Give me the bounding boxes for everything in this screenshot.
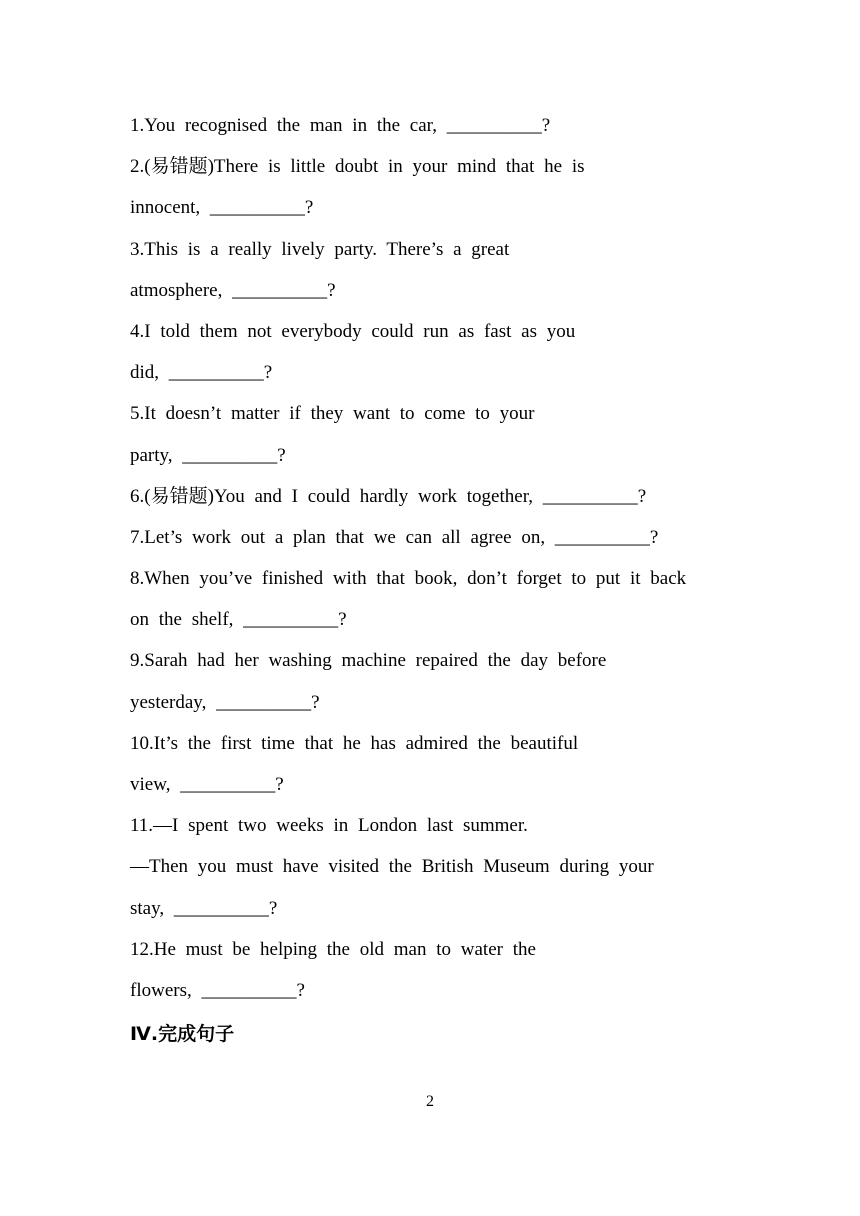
text-line: yesterday, __________? — [130, 691, 320, 713]
text-line: 12.He must be helping the old man to water the — [130, 938, 536, 960]
text-line: party, __________? — [130, 444, 286, 466]
text-line: 10.It’s the first time that he has admired the beautiful — [130, 732, 579, 754]
text-line: stay, __________? — [130, 897, 278, 919]
page-number: 2 — [426, 1093, 434, 1110]
text-line: view, __________? — [130, 774, 284, 795]
text-line: 5.It doesn’t matter if they want to come to your — [130, 403, 535, 425]
text-line: —Then you must have visited the British Museum during your — [130, 856, 654, 878]
text-line: flowers, __________? — [130, 979, 305, 1001]
text-line: 4.I told them not everybody could run as fast as you — [130, 320, 576, 342]
text-line: 9.Sarah had her washing machine repaired the day before — [130, 650, 607, 672]
text-line: on the shelf, __________? — [130, 609, 347, 631]
text-line: 8.When you’ve finished with that book, don’t forget to put it back — [130, 568, 687, 590]
section-heading: Ⅳ.完成句子 — [130, 1023, 235, 1046]
text-line: atmosphere, __________? — [130, 279, 336, 301]
text-line: innocent, __________? — [130, 197, 314, 219]
text-line: 6.(易错题)You and I could hardly work together, __________? — [130, 485, 647, 507]
text-line: 7.Let’s work out a plan that we can all agree on, __________? — [130, 526, 659, 548]
exercise-content — [130, 110, 730, 1050]
text-line: 11.—I spent two weeks in London last summer. — [130, 815, 528, 837]
text-line: 1.You recognised the man in the car, __________? — [130, 115, 551, 136]
text-line: did, __________? — [130, 362, 273, 384]
text-line: 3.This is a really lively party. There’s a great — [130, 238, 510, 260]
text-line: 2.(易错题)There is little doubt in your mind that he is — [130, 156, 585, 178]
